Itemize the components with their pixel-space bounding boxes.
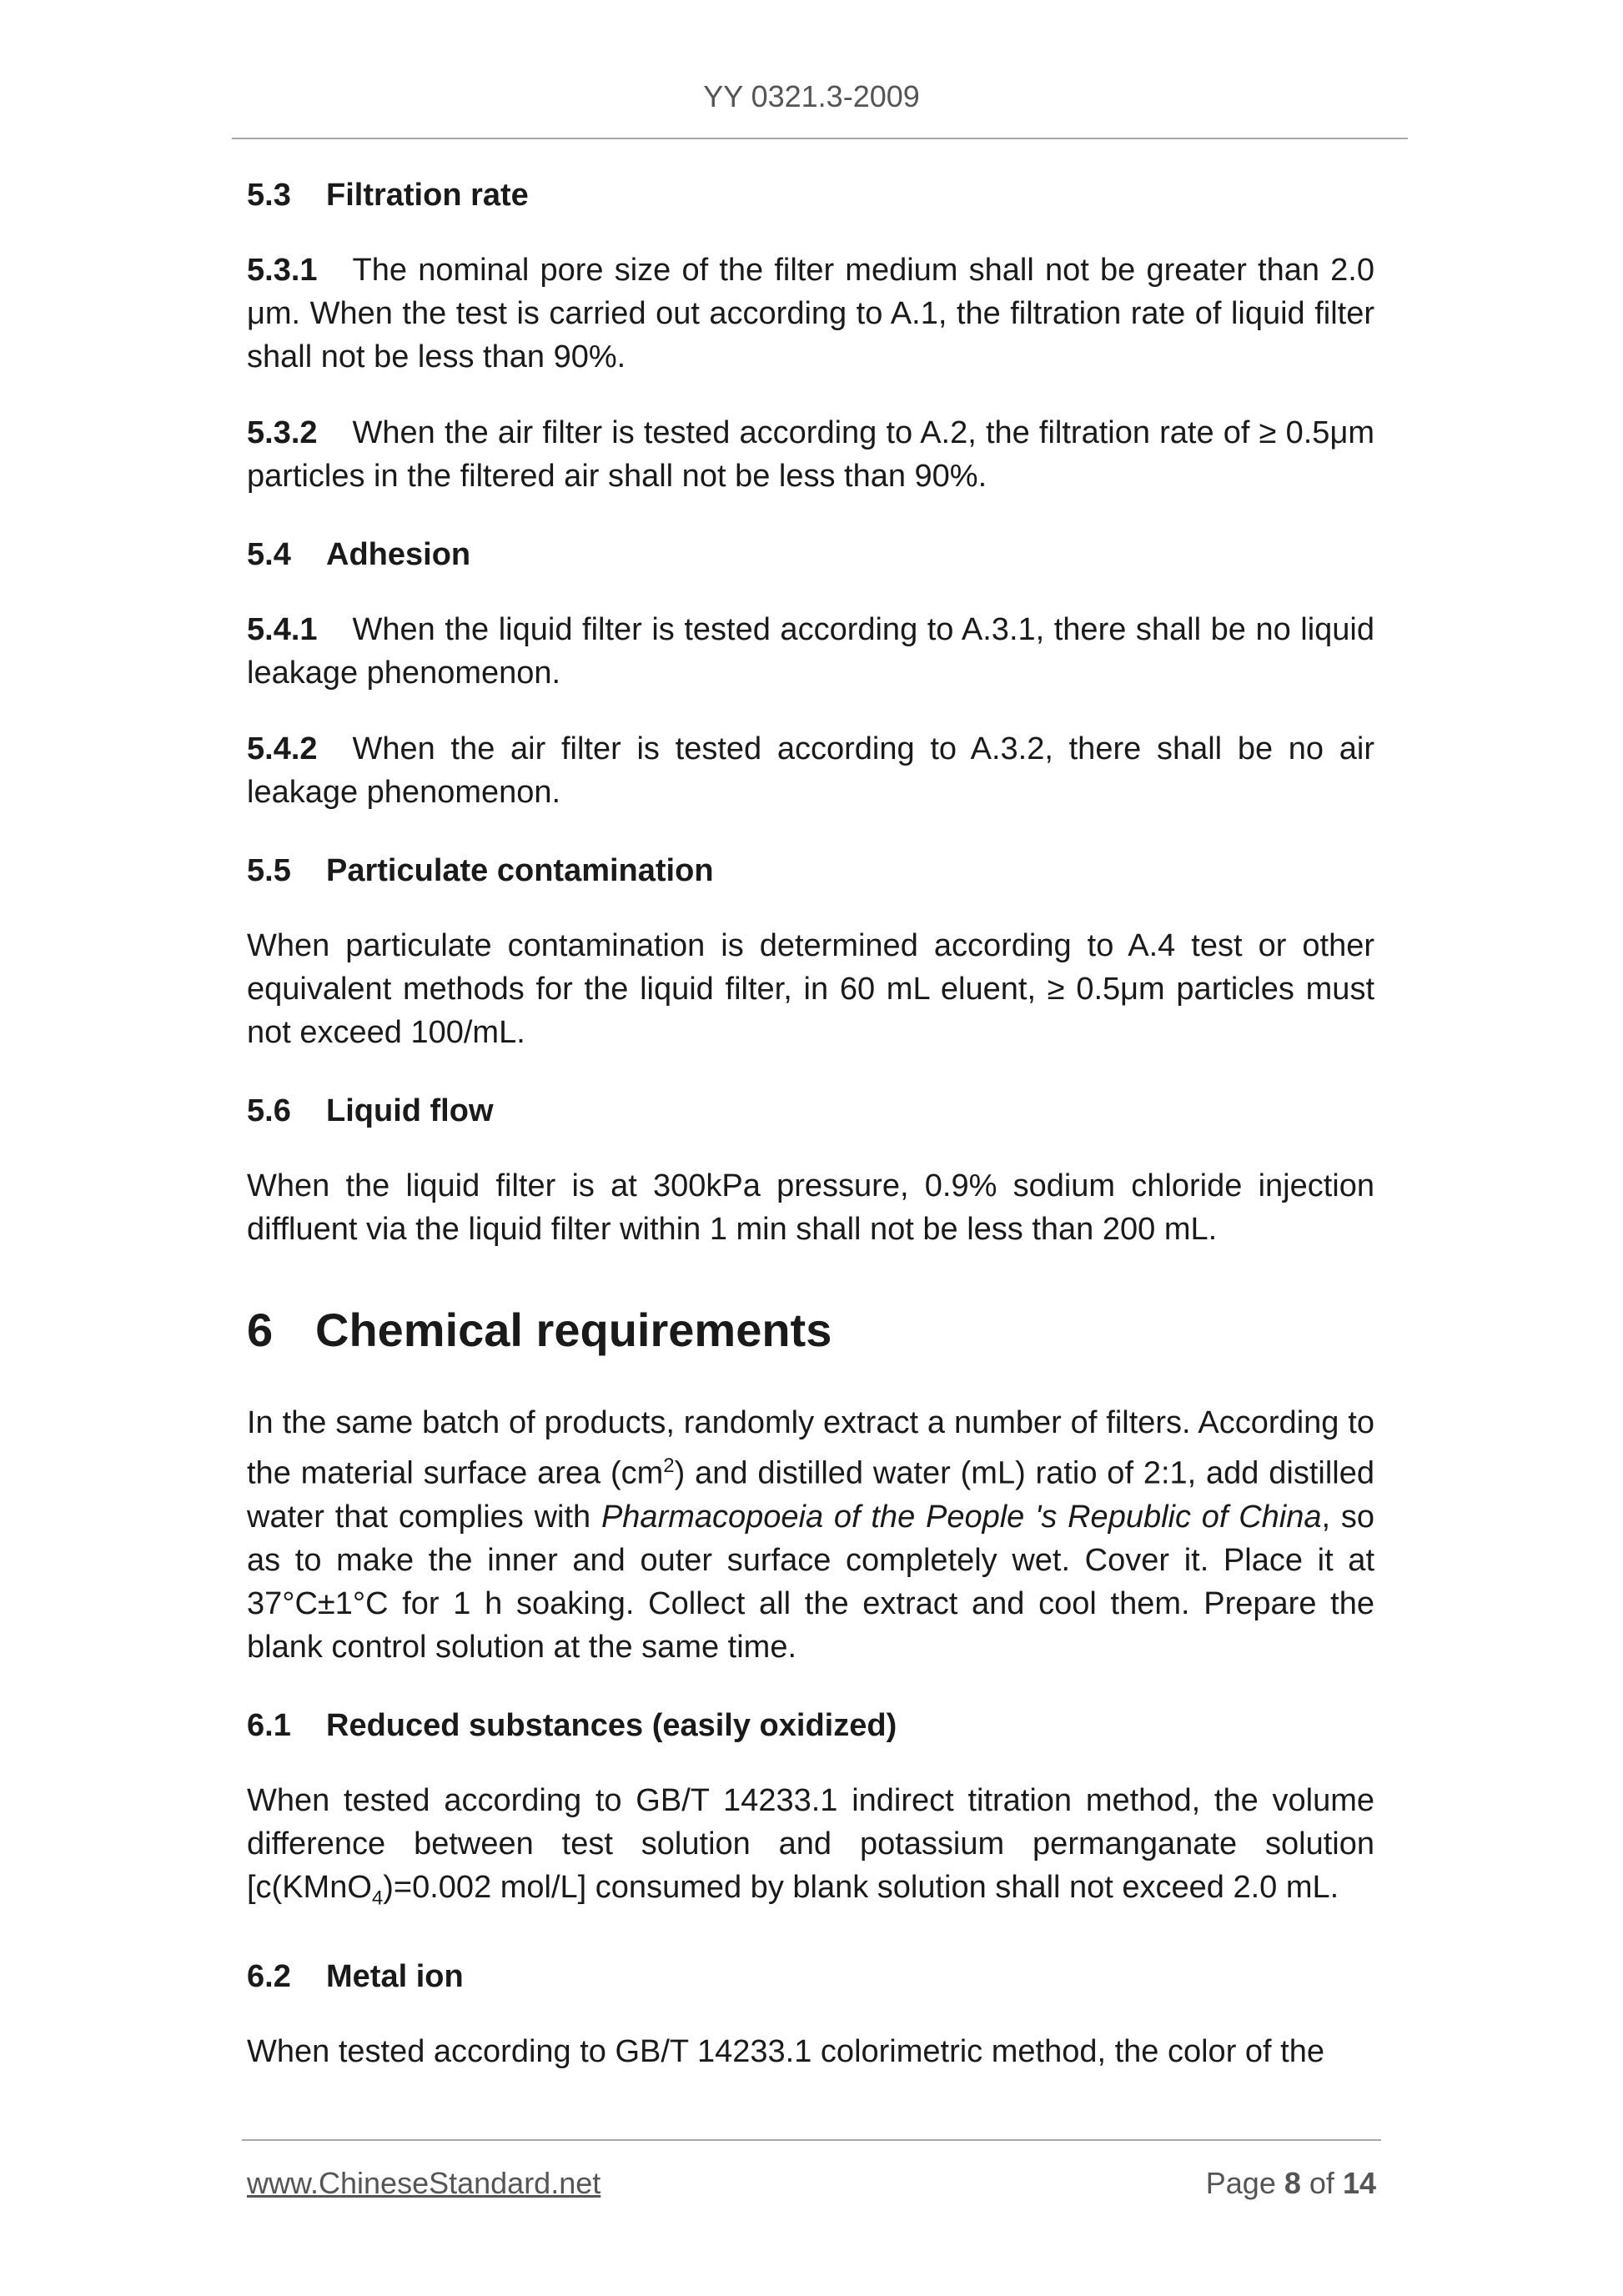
section-title: Metal ion bbox=[326, 1959, 464, 1995]
section-title: Particulate contamination bbox=[326, 853, 714, 888]
website-link[interactable]: www.ChineseStandard.net bbox=[247, 2166, 601, 2200]
section-number: 5.6 bbox=[247, 1093, 291, 1128]
section-number: 5.5 bbox=[247, 853, 291, 888]
page-content bbox=[247, 171, 1374, 2106]
clause-text: When the air filter is tested according to A.2, the filtration rate of ≥ 0.5μm particles in the filtered air shall not be less than 90%. bbox=[247, 415, 1374, 494]
page-label: Page bbox=[1205, 2166, 1276, 2200]
section-6-2-body: When tested according to GB/T 14233.1 colorimetric method, the color of the bbox=[247, 2034, 1324, 2070]
clause-text: The nominal pore size of the filter medium shall not be greater than 2.0 μm. When the test is carried out according to A.1, the filtration rate of liquid filter shall not be less than 90%. bbox=[247, 253, 1374, 374]
section-title: Liquid flow bbox=[326, 1093, 494, 1128]
body-text: ) and distilled water (mL) ratio of 2:1, add distilled water that complies with bbox=[247, 1455, 1374, 1535]
section-5-3-heading bbox=[247, 171, 1374, 219]
clause-text: When the liquid filter is tested according to A.3.1, there shall be no liquid leakage phenomenon. bbox=[247, 612, 1374, 691]
section-number: 6.2 bbox=[247, 1959, 291, 1995]
clause-text: When the air filter is tested according to A.3.2, there shall be no air leakage phenomenon. bbox=[247, 731, 1374, 810]
clause-number: 5.3.1 bbox=[247, 253, 318, 288]
footer-divider bbox=[242, 2139, 1381, 2141]
page-number: 8 bbox=[1284, 2166, 1301, 2200]
section-title: Filtration rate bbox=[326, 178, 529, 213]
clause-5-3-2 bbox=[247, 411, 1374, 498]
body-text: )=0.002 mol/L] consumed by blank solution shall not exceed 2.0 mL. bbox=[383, 1869, 1339, 1905]
chapter-title: Chemical requirements bbox=[315, 1304, 832, 1356]
clause-5-4-2 bbox=[247, 727, 1374, 814]
page-total: 14 bbox=[1342, 2166, 1376, 2200]
section-6-2-heading bbox=[247, 1952, 1374, 2001]
body-text: In the same batch of products, randomly extract a number of filters. According to the material surface area (cm bbox=[247, 1405, 1374, 1491]
body-text: , so as to make the inner and outer surface completely wet. Cover it. Place it at 37°C±1°C for 1 h soaking. Collect all the extract and cool them. Prepare the blank control solution at the same time. bbox=[247, 1499, 1375, 1665]
section-number: 5.4 bbox=[247, 537, 291, 572]
clause-number: 5.4.1 bbox=[247, 612, 318, 647]
section-title: Reduced substances (easily oxidized) bbox=[326, 1707, 897, 1743]
chapter-number: 6 bbox=[247, 1304, 274, 1356]
superscript: 2 bbox=[663, 1454, 675, 1477]
section-5-4-heading bbox=[247, 530, 1374, 579]
clause-number: 5.3.2 bbox=[247, 415, 318, 450]
section-5-5-heading bbox=[247, 847, 1374, 895]
section-title: Adhesion bbox=[326, 537, 471, 572]
clause-5-3-1 bbox=[247, 249, 1374, 379]
section-number: 6.1 bbox=[247, 1707, 291, 1743]
header-divider bbox=[232, 138, 1408, 139]
section-5-5-body: When particulate contamination is determined according to A.4 test or other equivalent methods for the liquid filter, in 60 mL eluent, ≥ 0.5μm particles must not exceed 100/mL. bbox=[247, 928, 1374, 1050]
section-5-6-body: When the liquid filter is at 300kPa pressure, 0.9% sodium chloride injection diffluent via the liquid filter within 1 min shall not be less than 200 mL. bbox=[247, 1168, 1374, 1247]
subscript: 4 bbox=[371, 1887, 384, 1910]
section-number: 5.3 bbox=[247, 178, 291, 213]
page-indicator bbox=[1206, 2166, 1376, 2201]
section-5-6-heading bbox=[247, 1087, 1374, 1135]
chapter-6-body bbox=[247, 1401, 1374, 1669]
section-6-1-heading bbox=[247, 1701, 1374, 1750]
clause-number: 5.4.2 bbox=[247, 731, 318, 766]
chapter-6-heading bbox=[247, 1301, 1374, 1359]
body-text: When tested according to GB/T 14233.1 indirect titration method, the volume difference between test solution and potassium permanganate solution [c(KMnO bbox=[247, 1782, 1374, 1905]
document-code: YY 0321.3-2009 bbox=[703, 79, 920, 113]
page-of-label: of bbox=[1309, 2166, 1334, 2200]
clause-5-4-1 bbox=[247, 608, 1374, 695]
italic-reference: Pharmacopoeia of the People 's Republic of China bbox=[600, 1499, 1322, 1535]
section-6-1-body bbox=[247, 1779, 1374, 1921]
